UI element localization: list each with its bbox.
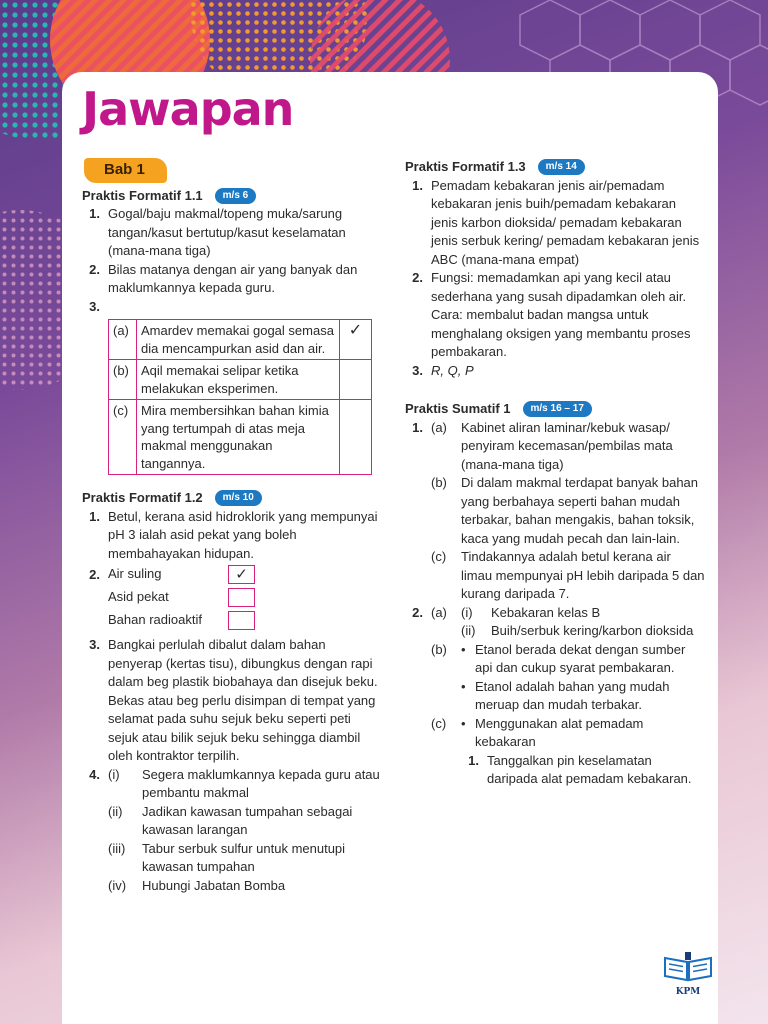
table-cell-text: Aqil memakai selipar ketika melakukan eksperimen. — [137, 360, 340, 400]
bullet-dot: • — [461, 715, 466, 731]
answer-text: Pemadam kebakaran jenis air/pemadam kebakaran jenis buih/pemadam kebakaran jenis karbon dioksida/ pemadam kebakaran jenis serbuk kering/ pemadam kebakaran jenis ABC (mana-mana empat) — [431, 177, 700, 267]
logo-text: KPM — [675, 987, 701, 997]
answer-text: Cara: membalut badan mangsa untuk menghalang oksigen yang membantu proses pembakaran. — [431, 307, 691, 359]
question-item — [82, 766, 382, 896]
sub-text: Kabinet aliran laminar/kebuk wasap/ penyiram kecemasan/pembilas mata (mana-mana tiga) — [461, 419, 673, 472]
question-number: 3. — [412, 362, 423, 378]
sub-text: Tindakannya adalah betul kerana air limau mempunyai pH lebih daripada 5 dan kurang daripada 7. — [461, 549, 705, 601]
sub-label: (c) — [431, 715, 447, 731]
answer-text: Bilas matanya dengan air yang banyak dan maklumkannya kepada guru. — [108, 261, 358, 295]
sub-text: Kebakaran kelas B — [491, 604, 601, 620]
section-heading-pf13 — [405, 158, 705, 177]
sub-label: (ii) — [108, 803, 123, 819]
checkbox — [228, 588, 255, 607]
question-number: 2. — [412, 270, 423, 285]
table-cell-text: Mira membersihkan bahan kimia yang tertumpah di atas meja makmal menggunakan tangannya. — [137, 400, 340, 475]
sub-item — [431, 604, 705, 641]
answer-table — [108, 319, 372, 475]
kpm-logo — [660, 950, 716, 997]
section-title: Praktis Sumatif 1 — [405, 401, 511, 416]
sub-item — [431, 641, 705, 715]
question-item — [82, 205, 382, 261]
question-item — [405, 419, 705, 604]
sub-text: Di dalam makmal terdapat banyak bahan yang berbahaya seperti bahan mudah terbakar, bahan mengakis, bahan toksik, kaca yang mudah pecah dan lain-lain. — [461, 475, 699, 546]
page-ref-badge: m/s 10 — [215, 490, 262, 506]
check-mark: ✓ — [340, 320, 372, 360]
table-row — [109, 360, 372, 400]
sub-text: Jadikan kawasan tumpahan sebagai kawasan larangan — [142, 803, 353, 837]
sub-item — [431, 419, 705, 475]
sub-item — [108, 766, 382, 803]
bullet-text: Menggunakan alat pemadam kebakaran — [475, 715, 644, 749]
sub-sub-item — [461, 622, 705, 641]
bullet-text: Etanol berada dekat dengan sumber api dan cukup syarat pembakaran. — [475, 641, 686, 675]
chapter-badge: Bab 1 — [84, 158, 167, 183]
answer-text: Fungsi: memadamkan api yang kecil atau sederhana yang susah dipadamkan oleh air. — [431, 270, 687, 304]
section-title: Praktis Formatif 1.1 — [82, 187, 203, 203]
page-title: Jawapan — [82, 82, 294, 136]
checkbox-row — [108, 609, 382, 632]
question-item — [405, 177, 705, 270]
sub-sub-item — [461, 604, 705, 623]
question-item — [82, 261, 382, 298]
question-number: 4. — [89, 766, 100, 782]
bullet-text: Etanol adalah bahan yang mudah meruap dan mudah terbakar. — [475, 678, 670, 712]
question-item — [82, 508, 382, 564]
page-ref-badge: m/s 16 – 17 — [523, 401, 592, 417]
sub-label: (a) — [431, 419, 447, 435]
sub-item — [431, 715, 705, 789]
sub-label: (iii) — [108, 840, 126, 856]
bullet-dot: • — [461, 678, 466, 694]
question-item — [405, 362, 705, 381]
table-cell-label: (b) — [109, 360, 137, 400]
sub-label: (b) — [431, 475, 447, 490]
question-item — [405, 269, 705, 362]
book-icon — [661, 950, 715, 982]
question-item — [405, 604, 705, 789]
bullet-item — [461, 641, 705, 678]
question-number: 3. — [89, 637, 100, 652]
question-item — [82, 563, 382, 632]
step-text: Tanggalkan pin keselamatan daripada alat pemadam kebakaran. — [487, 752, 692, 786]
checkbox-row — [108, 586, 382, 609]
checkbox — [228, 611, 255, 630]
step-number: 1. — [468, 752, 479, 768]
answer-text: Gogal/baju makmal/topeng muka/sarung tangan/kasut bertutup/kasut keselamatan (mana-mana tiga) — [108, 206, 346, 258]
bullet-dot: • — [461, 641, 466, 657]
sub-item — [431, 474, 705, 548]
option-label: Air suling — [108, 566, 162, 582]
table-cell-label: (a) — [109, 320, 137, 360]
question-number: 1. — [89, 206, 100, 221]
section-heading-pf11 — [82, 187, 382, 206]
question-number: 1. — [412, 177, 423, 193]
section-heading-pf12 — [82, 489, 382, 508]
sub-item — [108, 877, 382, 896]
question-number: 1. — [89, 508, 100, 524]
question-number: 3. — [89, 298, 100, 314]
check-mark — [340, 360, 372, 400]
question-number: 2. — [89, 567, 100, 582]
sub-label: (b) — [431, 641, 447, 657]
section-title: Praktis Formatif 1.3 — [405, 159, 526, 174]
sub-text: Segera maklumkannya kepada guru atau pembantu makmal — [142, 766, 380, 800]
bullet-item — [461, 678, 705, 715]
question-number: 1. — [412, 419, 423, 435]
sub-label: (i) — [461, 604, 473, 620]
sub-label: (iv) — [108, 877, 127, 893]
question-number: 2. — [412, 604, 423, 620]
table-row — [109, 400, 372, 475]
step-item — [461, 752, 705, 789]
sub-text: Hubungi Jabatan Bomba — [142, 877, 286, 893]
checkbox-row — [108, 563, 382, 586]
option-label: Bahan radioaktif — [108, 612, 202, 628]
answer-text: Betul, kerana asid hidroklorik yang mempunyai pH 3 ialah asid pekat yang boleh membahayakan hidupan. — [108, 508, 378, 561]
section-title: Praktis Formatif 1.2 — [82, 490, 203, 505]
page-ref-badge: m/s 14 — [538, 159, 585, 175]
sub-item — [431, 548, 705, 604]
bullet-item — [461, 715, 705, 752]
sub-label: (i) — [108, 766, 120, 782]
option-label: Asid pekat — [108, 589, 169, 605]
question-number: 2. — [89, 261, 100, 277]
sub-label: (c) — [431, 549, 447, 564]
sub-text: Buih/serbuk kering/karbon dioksida — [491, 623, 694, 638]
sub-label: (a) — [431, 604, 447, 620]
question-item — [82, 298, 382, 317]
table-cell-label: (c) — [109, 400, 137, 475]
checkbox: ✓ — [228, 565, 255, 584]
table-cell-text: Amardev memakai gogal semasa dia mencampurkan asid dan air. — [137, 320, 340, 360]
section-heading-ps1 — [405, 400, 705, 419]
sub-item — [108, 840, 382, 877]
table-row — [109, 320, 372, 360]
question-item — [82, 636, 382, 766]
sub-item — [108, 803, 382, 840]
answer-text: Bangkai perlulah dibalut dalam bahan penyerap (kertas tisu), dibungkus dengan rapi dalam beg plastik biobahaya dan disejuk beku. Bekas atau beg perlu disimpan di tempat yang selamat pada suhu sejuk beku seperti peti sejuk atau bilik sejuk beku sehingga diambil oleh kontraktor terpilih. — [108, 637, 378, 763]
sub-text: Tabur serbuk sulfur untuk menutupi kawasan tumpahan — [142, 840, 346, 874]
page-ref-badge: m/s 6 — [215, 188, 257, 204]
check-mark — [340, 400, 372, 475]
right-column — [405, 158, 705, 789]
answer-text: R, Q, P — [431, 362, 474, 378]
left-column — [82, 158, 382, 895]
sub-label: (ii) — [461, 623, 476, 638]
